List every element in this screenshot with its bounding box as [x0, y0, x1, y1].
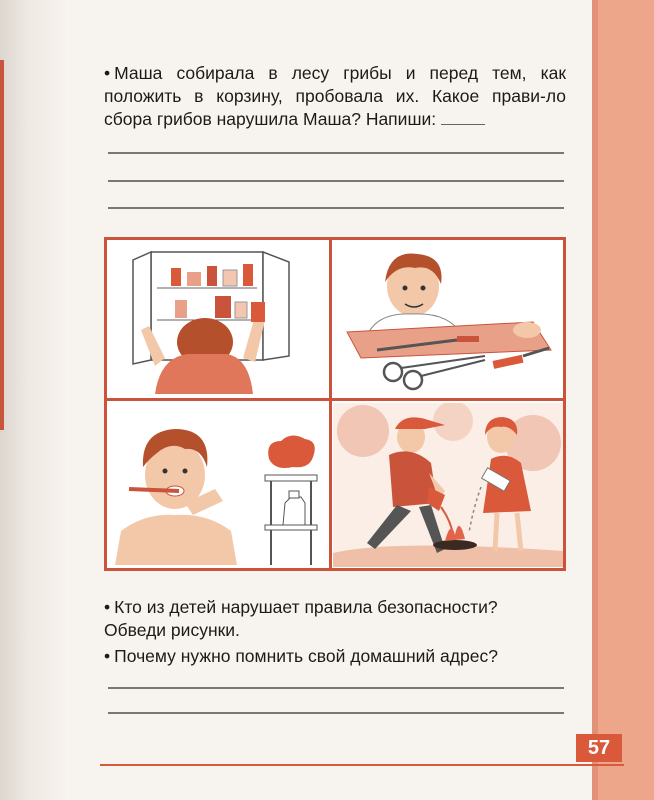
- exercise-2-line-1-text: Кто из детей нарушает правила безопасности?: [114, 597, 498, 617]
- boy-brushing-teeth-icon[interactable]: [115, 405, 325, 565]
- illustration-grid: [104, 237, 566, 571]
- exercise-3-question: [104, 645, 566, 668]
- answer-line-2[interactable]: [108, 180, 564, 182]
- footer-rule: [100, 764, 624, 766]
- exercise-2-question: [104, 596, 566, 642]
- margin-strip: [592, 0, 654, 800]
- grid-divider-horizontal: [107, 398, 563, 401]
- boy-with-knives-and-scissors-icon[interactable]: [337, 246, 561, 394]
- exercise-2-line-1: [104, 596, 566, 619]
- exercise-1-question: [104, 62, 566, 131]
- exercise-1-text: Маша собирала в лесу грибы и перед тем, как положить в корзину, пробовала их. Какое прави-ло сбора грибов нарушила Маша? Напиши:: [104, 63, 566, 129]
- bullet: •: [104, 646, 111, 666]
- spine-accent: [0, 60, 4, 430]
- answer-line-5[interactable]: [108, 712, 564, 714]
- book-spine: [0, 0, 70, 800]
- answer-blank[interactable]: [441, 110, 485, 125]
- answer-line-1[interactable]: [108, 152, 564, 154]
- grid-divider-vertical: [329, 240, 332, 568]
- page-number: 57: [576, 734, 622, 762]
- bullet: •: [104, 63, 111, 83]
- answer-line-4[interactable]: [108, 687, 564, 689]
- margin-shade: [592, 0, 598, 800]
- exercise-2-line-2: Обведи рисунки.: [104, 620, 240, 640]
- answer-line-3[interactable]: [108, 207, 564, 209]
- bullet: •: [104, 597, 111, 617]
- exercise-3-text: Почему нужно помнить свой домашний адрес?: [114, 646, 498, 666]
- children-pouring-liquid-on-fire-icon[interactable]: [333, 403, 563, 567]
- boy-opening-medicine-cabinet-icon[interactable]: [115, 246, 325, 394]
